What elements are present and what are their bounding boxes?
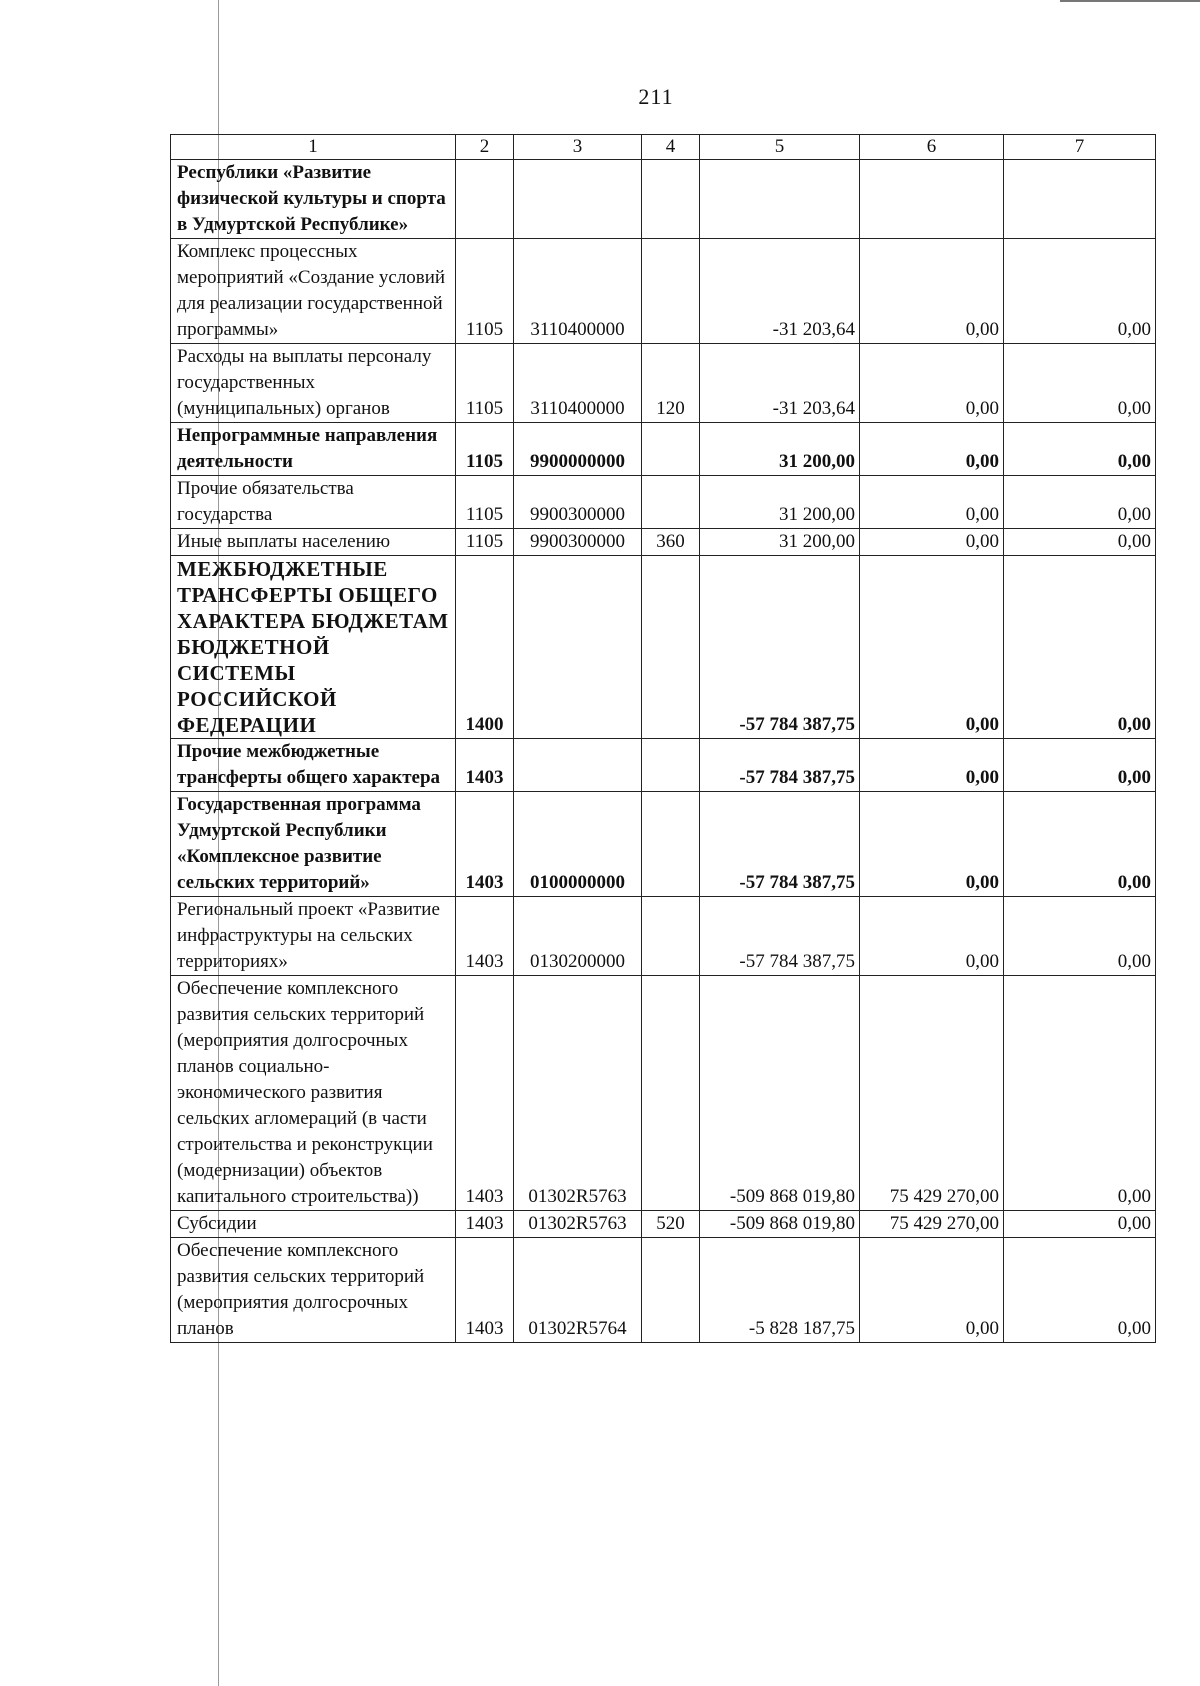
cell-name: Прочие обязательства государства xyxy=(171,476,456,529)
cell-expense-type: 360 xyxy=(642,529,700,556)
cell-expense-type xyxy=(642,792,700,897)
cell-section: 1400 xyxy=(456,556,514,739)
table-row xyxy=(171,1211,1156,1238)
cell-amount-5: -57 784 387,75 xyxy=(700,792,860,897)
page-number: 211 xyxy=(638,84,674,109)
cell-target-article: 9900300000 xyxy=(514,476,642,529)
cell-amount-5: -31 203,64 xyxy=(700,239,860,344)
cell-target-article xyxy=(514,739,642,792)
cell-amount-5 xyxy=(700,160,860,239)
cell-section: 1403 xyxy=(456,739,514,792)
table-row xyxy=(171,529,1156,556)
cell-amount-5: 31 200,00 xyxy=(700,529,860,556)
cell-amount-6: 0,00 xyxy=(860,1238,1004,1343)
cell-amount-6: 0,00 xyxy=(860,739,1004,792)
cell-name: Региональный проект «Развитие инфраструктуры на сельских территориях» xyxy=(171,897,456,976)
cell-name: Государственная программа Удмуртской Республики «Комплексное развитие сельских территорий» xyxy=(171,792,456,897)
cell-amount-6: 75 429 270,00 xyxy=(860,1211,1004,1238)
cell-amount-7: 0,00 xyxy=(1004,423,1156,476)
cell-section: 1403 xyxy=(456,792,514,897)
scan-top-edge xyxy=(1060,0,1200,2)
cell-target-article: 0100000000 xyxy=(514,792,642,897)
cell-target-article: 0130200000 xyxy=(514,897,642,976)
cell-name: Субсидии xyxy=(171,1211,456,1238)
cell-expense-type xyxy=(642,976,700,1211)
table-row xyxy=(171,1238,1156,1343)
cell-section xyxy=(456,160,514,239)
cell-amount-6: 0,00 xyxy=(860,344,1004,423)
cell-amount-6: 0,00 xyxy=(860,529,1004,556)
cell-amount-7: 0,00 xyxy=(1004,556,1156,739)
header-col-1: 1 xyxy=(171,135,456,160)
cell-amount-7 xyxy=(1004,160,1156,239)
cell-amount-6: 0,00 xyxy=(860,897,1004,976)
cell-expense-type xyxy=(642,476,700,529)
cell-name: Республики «Развитие физической культуры и спорта в Удмуртской Республике» xyxy=(171,160,456,239)
cell-target-article xyxy=(514,556,642,739)
cell-target-article: 9900300000 xyxy=(514,529,642,556)
cell-amount-7: 0,00 xyxy=(1004,739,1156,792)
cell-amount-6: 0,00 xyxy=(860,792,1004,897)
cell-amount-6: 0,00 xyxy=(860,423,1004,476)
cell-name: Обеспечение комплексного развития сельских территорий (мероприятия долгосрочных планов социально-экономического развития сельских агломераций (в части строительства и реконструкции (модернизации) объектов капитального строительства)) xyxy=(171,976,456,1211)
table-row xyxy=(171,739,1156,792)
cell-target-article: 01302R5763 xyxy=(514,1211,642,1238)
cell-expense-type: 120 xyxy=(642,344,700,423)
cell-target-article xyxy=(514,160,642,239)
cell-name: Комплекс процессных мероприятий «Создание условий для реализации государственной программы» xyxy=(171,239,456,344)
header-col-7: 7 xyxy=(1004,135,1156,160)
cell-amount-7: 0,00 xyxy=(1004,976,1156,1211)
cell-amount-7: 0,00 xyxy=(1004,529,1156,556)
table-row xyxy=(171,239,1156,344)
table-row xyxy=(171,897,1156,976)
cell-amount-7: 0,00 xyxy=(1004,1211,1156,1238)
cell-section: 1105 xyxy=(456,423,514,476)
cell-section: 1403 xyxy=(456,1238,514,1343)
header-col-4: 4 xyxy=(642,135,700,160)
cell-section: 1105 xyxy=(456,476,514,529)
cell-expense-type: 520 xyxy=(642,1211,700,1238)
cell-expense-type xyxy=(642,239,700,344)
cell-target-article: 01302R5764 xyxy=(514,1238,642,1343)
cell-target-article: 3110400000 xyxy=(514,239,642,344)
cell-expense-type xyxy=(642,897,700,976)
cell-name: Иные выплаты населению xyxy=(171,529,456,556)
cell-amount-6: 0,00 xyxy=(860,476,1004,529)
cell-expense-type xyxy=(642,160,700,239)
cell-expense-type xyxy=(642,1238,700,1343)
table-row xyxy=(171,976,1156,1211)
cell-section: 1105 xyxy=(456,529,514,556)
cell-section: 1105 xyxy=(456,239,514,344)
cell-amount-5: -5 828 187,75 xyxy=(700,1238,860,1343)
table-row xyxy=(171,476,1156,529)
cell-amount-5: -509 868 019,80 xyxy=(700,1211,860,1238)
cell-amount-7: 0,00 xyxy=(1004,792,1156,897)
cell-amount-6 xyxy=(860,160,1004,239)
cell-amount-7: 0,00 xyxy=(1004,239,1156,344)
table-row xyxy=(171,344,1156,423)
cell-name: Прочие межбюджетные трансферты общего характера xyxy=(171,739,456,792)
table-row xyxy=(171,423,1156,476)
cell-target-article: 01302R5763 xyxy=(514,976,642,1211)
cell-amount-5: 31 200,00 xyxy=(700,423,860,476)
cell-amount-7: 0,00 xyxy=(1004,344,1156,423)
cell-amount-6: 0,00 xyxy=(860,556,1004,739)
budget-table xyxy=(170,134,1156,1343)
header-col-6: 6 xyxy=(860,135,1004,160)
cell-amount-7: 0,00 xyxy=(1004,476,1156,529)
cell-amount-5: -57 784 387,75 xyxy=(700,739,860,792)
table-row xyxy=(171,556,1156,739)
cell-name: Обеспечение комплексного развития сельских территорий (мероприятия долгосрочных планов xyxy=(171,1238,456,1343)
cell-name: Расходы на выплаты персоналу государственных (муниципальных) органов xyxy=(171,344,456,423)
cell-amount-5: -509 868 019,80 xyxy=(700,976,860,1211)
cell-amount-5: 31 200,00 xyxy=(700,476,860,529)
header-col-5: 5 xyxy=(700,135,860,160)
cell-amount-6: 0,00 xyxy=(860,239,1004,344)
table-row xyxy=(171,160,1156,239)
table-row xyxy=(171,792,1156,897)
cell-section: 1403 xyxy=(456,897,514,976)
cell-section: 1403 xyxy=(456,976,514,1211)
cell-name: МЕЖБЮДЖЕТНЫЕ ТРАНСФЕРТЫ ОБЩЕГО ХАРАКТЕРА БЮДЖЕТАМ БЮДЖЕТНОЙ СИСТЕМЫ РОССИЙСКОЙ ФЕДЕРАЦИИ xyxy=(171,556,456,739)
cell-amount-5: -57 784 387,75 xyxy=(700,897,860,976)
cell-amount-6: 75 429 270,00 xyxy=(860,976,1004,1211)
cell-target-article: 3110400000 xyxy=(514,344,642,423)
table-header-row xyxy=(171,135,1156,160)
cell-section: 1403 xyxy=(456,1211,514,1238)
cell-expense-type xyxy=(642,556,700,739)
cell-target-article: 9900000000 xyxy=(514,423,642,476)
cell-amount-7: 0,00 xyxy=(1004,1238,1156,1343)
cell-section: 1105 xyxy=(456,344,514,423)
table-body xyxy=(171,160,1156,1343)
cell-expense-type xyxy=(642,739,700,792)
cell-amount-7: 0,00 xyxy=(1004,897,1156,976)
cell-amount-5: -57 784 387,75 xyxy=(700,556,860,739)
cell-name: Непрограммные направления деятельности xyxy=(171,423,456,476)
header-col-3: 3 xyxy=(514,135,642,160)
header-col-2: 2 xyxy=(456,135,514,160)
cell-expense-type xyxy=(642,423,700,476)
cell-amount-5: -31 203,64 xyxy=(700,344,860,423)
